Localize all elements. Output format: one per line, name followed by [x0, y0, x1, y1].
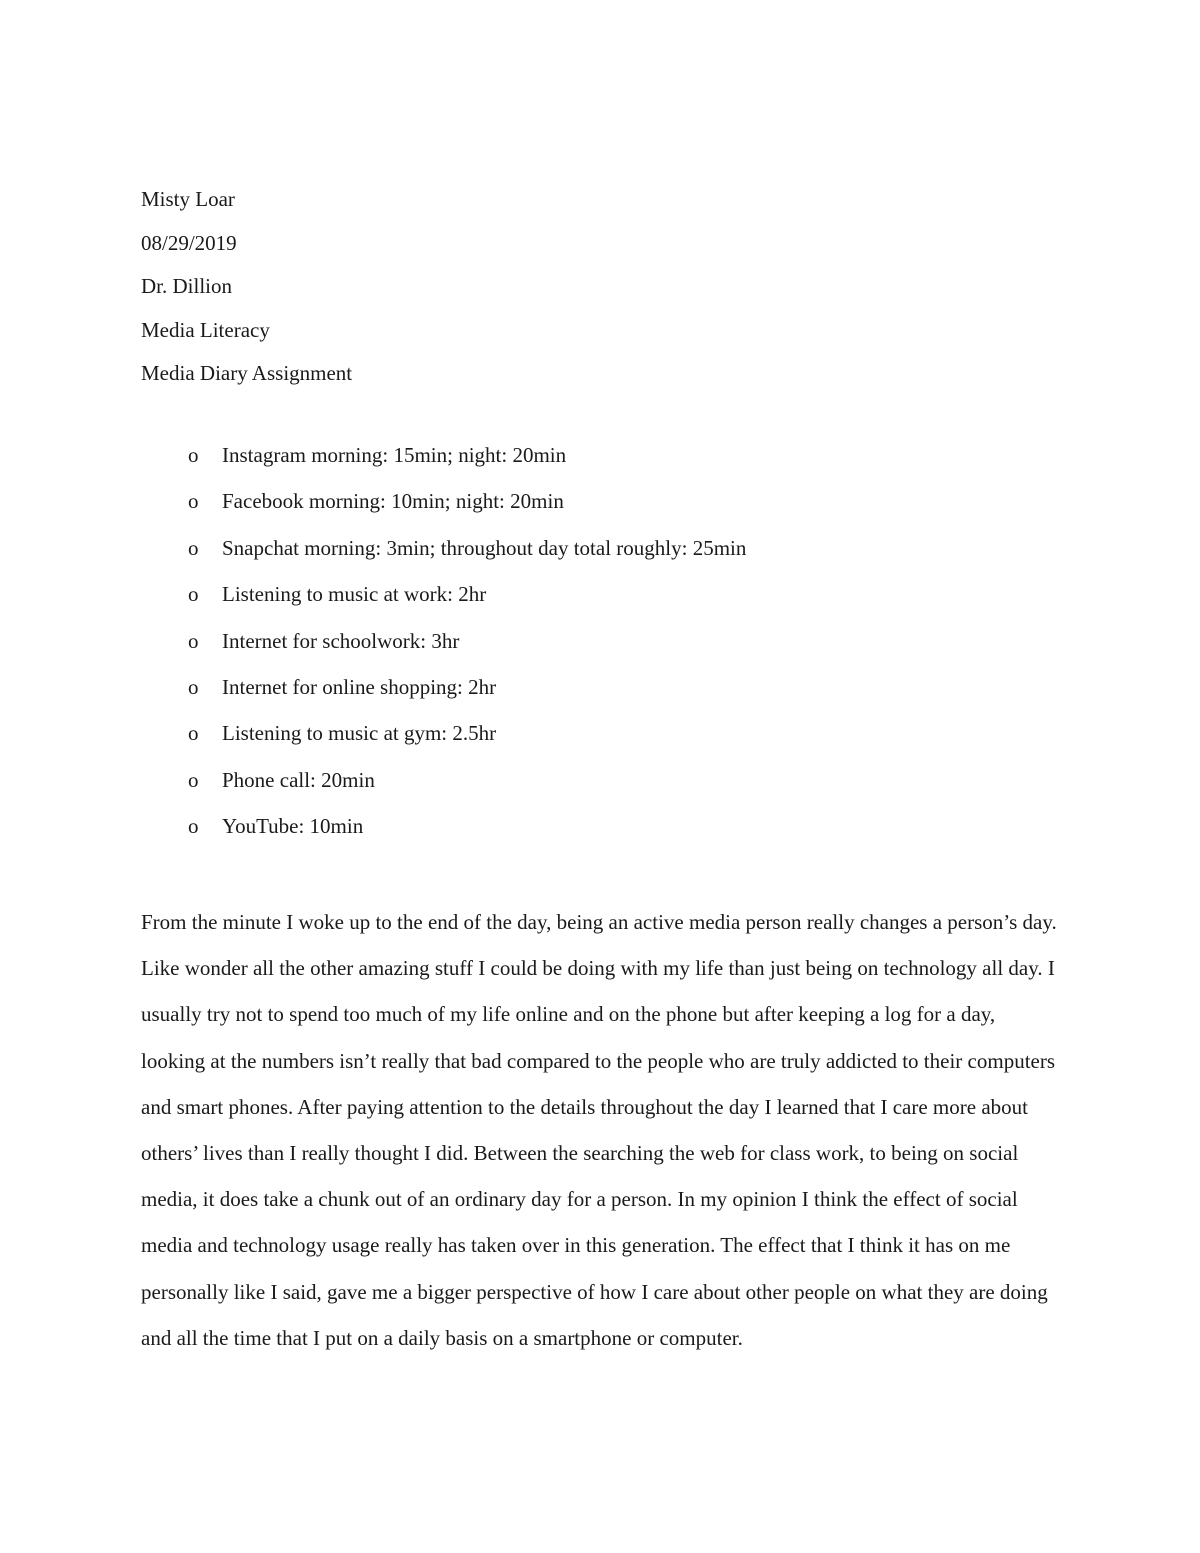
bullet-icon: o: [188, 443, 199, 467]
media-log-list: [141, 440, 1041, 858]
bullet-icon: o: [188, 489, 199, 514]
list-item-text: Phone call: 20min: [222, 767, 375, 792]
list-item-text: Snapchat morning: 3min; throughout day total roughly: 25min: [222, 535, 747, 560]
list-item: [141, 579, 1041, 625]
bullet-icon: o: [188, 814, 199, 839]
list-item-text: Facebook morning: 10min; night: 20min: [222, 489, 564, 514]
list-item: [141, 811, 1041, 857]
document-date: 08/29/2019: [141, 230, 237, 255]
document-header: [141, 184, 1041, 402]
list-item-text: Listening to music at gym: 2.5hr: [222, 721, 497, 746]
list-item: [141, 626, 1041, 672]
bullet-icon: o: [188, 582, 199, 607]
assignment-title: Media Diary Assignment: [141, 361, 353, 385]
bullet-icon: o: [188, 767, 199, 792]
instructor-name: Dr. Dillion: [141, 274, 233, 298]
list-item-text: Internet for online shopping: 2hr: [222, 674, 497, 699]
bullet-icon: o: [188, 721, 199, 746]
list-item-text: YouTube: 10min: [222, 814, 364, 839]
list-item: [141, 718, 1041, 764]
list-item-text: Instagram morning: 15min; night: 20min: [222, 443, 567, 467]
list-item-text: Listening to music at work: 2hr: [222, 582, 487, 607]
list-item: [141, 440, 1041, 486]
list-item: [141, 672, 1041, 718]
bullet-icon: o: [188, 535, 199, 560]
body-paragraph: From the minute I woke up to the end of the day, being an active media person really changes a person’s day. Like wonder all the other amazing stuff I could be doing with my life than just being on technology all day. I usually try not to spend too much of my life online and on the phone but after keeping a log for a day, looking at the numbers isn’t really that bad compared to the people who are truly addicted to their computers and smart phones. After paying attention to the details throughout the day I learned that I care more about others’ lives than I really thought I did. Between the searching the web for class work, to being on social media, it does take a chunk out of an ordinary day for a person. In my opinion I think the effect of social media and technology usage really has taken over in this generation. The effect that I think it has on me personally like I said, gave me a bigger perspective of how I care about other people on what they are doing and all the time that I put on a daily basis on a smartphone or computer.: [141, 910, 1057, 1350]
bullet-icon: o: [188, 628, 199, 653]
bullet-icon: o: [188, 674, 199, 699]
author-name: Misty Loar: [141, 187, 235, 211]
list-item-text: Internet for schoolwork: 3hr: [222, 628, 460, 653]
course-name: Media Literacy: [141, 317, 270, 342]
list-item: [141, 765, 1041, 811]
list-item: [141, 486, 1041, 532]
list-item: [141, 533, 1041, 579]
